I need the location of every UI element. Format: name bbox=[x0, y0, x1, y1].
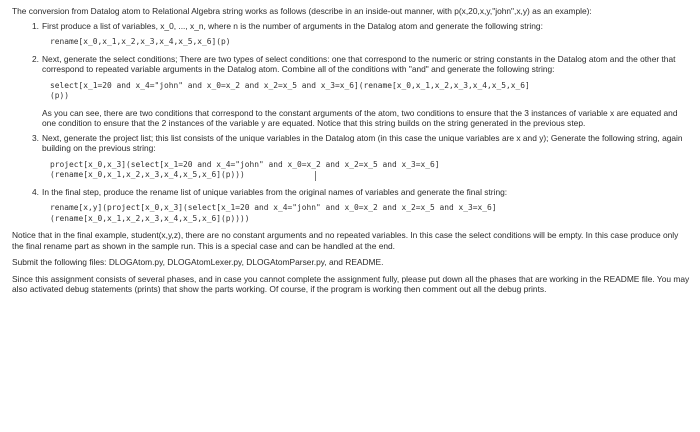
step-number: 2. bbox=[32, 53, 39, 64]
step-1 bbox=[26, 21, 690, 48]
steps-list bbox=[26, 21, 690, 225]
code-line: (rename[x_0,x_1,x_2,x_3,x_4,x_5,x_6](p))) bbox=[50, 170, 245, 179]
code-line: rename[x_0,x_1,x_2,x_3,x_4,x_5,x_6](p) bbox=[50, 37, 231, 46]
step-2 bbox=[26, 54, 690, 129]
step-text: In the final step, produce the rename list of unique variables from the original names of variables and generate the final string: bbox=[42, 186, 508, 197]
notice-paragraph: Notice that in the final example, student(x,y,z), there are no constant arguments and no repeated variables. In this case the select conditions will be empty. In this case produce only the final rename part as shown in the sample run. This is a special case and can be handled at the end. bbox=[12, 230, 679, 251]
step-text: Next, generate the select conditions; There are two types of select conditions: one that correspond to the numeric or string constants in the Datalog atom and the other that correspond to repeated variable arguments in the Datalog atom. Combine all of the conditions with "and" and generate the following string: bbox=[42, 53, 676, 74]
step-text: Next, generate the project list; this list consists of the unique variables in the Datalog atom (in this case the unique variables are x and y); Generate the following string, again building on the previous string: bbox=[42, 132, 683, 153]
code-line: rename[x,y](project[x_0,x_3](select[x_1=20 and x_4="john" and x_0=x_2 and x_2=x_5 and x_3=x_6] bbox=[50, 203, 497, 212]
code-block bbox=[50, 160, 690, 181]
step-4 bbox=[26, 187, 690, 225]
step-number: 1. bbox=[32, 20, 39, 31]
intro-paragraph: The conversion from Datalog atom to Relational Algebra string works as follows (describe in an inside-out manner, with p(x,20,x,y,"john",x,y) as an example): bbox=[12, 6, 592, 16]
step-3 bbox=[26, 133, 690, 181]
code-line: (p)) bbox=[50, 91, 70, 100]
code-block bbox=[50, 81, 690, 102]
code-block bbox=[50, 37, 690, 48]
code-line: (rename[x_0,x_1,x_2,x_3,x_4,x_5,x_6](p)))) bbox=[50, 213, 250, 223]
step-note: As you can see, there are two conditions that correspond to the constant arguments of the atom, two conditions to ensure that the 3 instances of variable x are equated and one condition to ensure that the 2 instances of the variable y are equated. Notice that this string builds on the string generated in the previous step. bbox=[42, 107, 678, 128]
step-number: 4. bbox=[32, 186, 39, 197]
step-number: 3. bbox=[32, 132, 39, 143]
text-cursor bbox=[315, 171, 316, 181]
code-block bbox=[50, 203, 690, 224]
closing-paragraph: Since this assignment consists of several phases, and in case you cannot complete the assignment fully, please put down all the phases that are working in the README file. You may also activated debug statements (prints) that show the parts working. Of course, if the program is working then comment out all the debug prints. bbox=[12, 273, 690, 294]
step-text: First produce a list of variables, x_0, ..., x_n, where n is the number of arguments in the Datalog atom and generate the following string: bbox=[42, 20, 543, 31]
submit-paragraph: Submit the following files: DLOGAtom.py, DLOGAtomLexer.py, DLOGAtomParser.py, and README. bbox=[12, 257, 384, 267]
code-line: project[x_0,x_3](select[x_1=20 and x_4="john" and x_0=x_2 and x_2=x_5 and x_3=x_6] bbox=[50, 159, 440, 169]
code-line: select[x_1=20 and x_4="john" and x_0=x_2 and x_2=x_5 and x_3=x_6](rename[x_0,x_1,x_2,x_3,x_4,x_5,x_6] bbox=[50, 80, 530, 90]
